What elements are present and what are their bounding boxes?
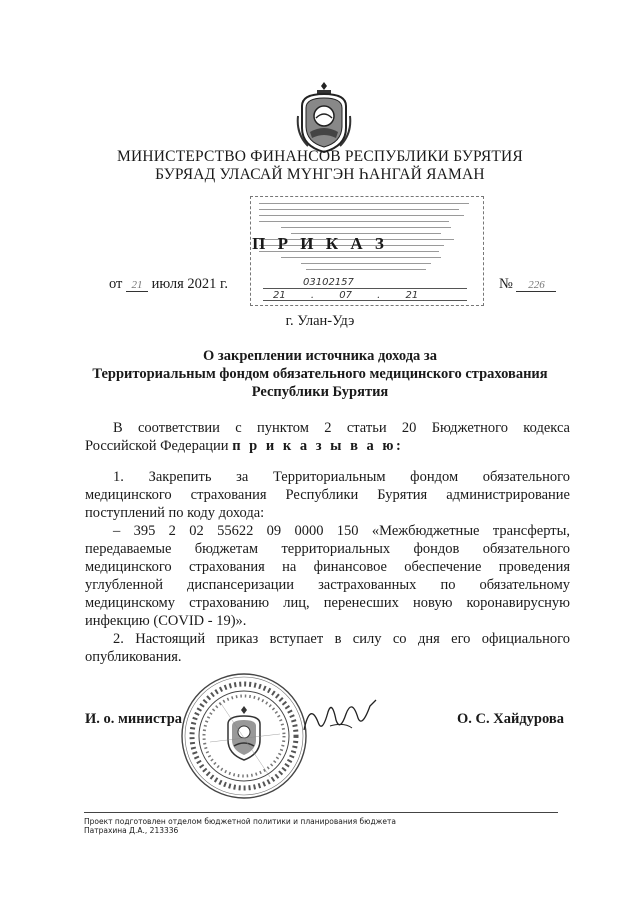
item-1-line-9: инфекцию (COVID - 19)». <box>85 613 247 629</box>
document-type-heading: П Р И К А З <box>252 234 388 253</box>
number-value: 226 <box>516 279 556 292</box>
order-directive: п р и к а з ы в а ю: <box>232 438 404 454</box>
footer-divider <box>84 812 558 813</box>
item-1-line-5: передаваемые бюджетам территориальных фондов обязательного <box>85 541 570 557</box>
title-line-2: Территориальным фондом обязательного медицинского страхования <box>92 366 548 382</box>
date-day: 21 <box>126 279 148 292</box>
ministry-name-buryat: БУРЯАД УЛАСАЙ МҮНГЭН ҺАНГАЙ ЯАМАН <box>155 166 485 183</box>
footer-prepared-by: Проект подготовлен отделом бюджетной политики и планирования бюджета <box>84 817 396 826</box>
item-1-line-2: медицинского страхования Республики Бурятия администрирование <box>85 487 570 503</box>
item-1-line-8: медицинскому страхованию лиц, перенесших новую коронавирусную <box>85 595 570 611</box>
item-1-line-3: поступлений по коду дохода: <box>85 505 265 521</box>
official-seal <box>180 672 308 800</box>
date-prefix: от <box>109 276 123 292</box>
item-2-line-1: 2. Настоящий приказ вступает в силу со дня его официального <box>113 631 570 647</box>
signer-position: И. о. министра <box>85 711 183 727</box>
intro-line-2 <box>85 437 570 455</box>
coat-of-arms-emblem <box>296 76 352 154</box>
item-1-line-1: 1. Закрепить за Территориальным фондом обязательного <box>113 469 570 485</box>
item-2-line-2: опубликования. <box>85 649 182 665</box>
date-month-year: июля 2021 г. <box>151 276 228 292</box>
footer-contact: Патрахина Д.А., 213336 <box>84 826 179 835</box>
signer-name: О. С. Хайдурова <box>457 711 564 727</box>
registration-date: 21 . 07 . 21 <box>273 290 419 301</box>
handwritten-signature <box>300 692 380 742</box>
order-date <box>109 276 228 293</box>
number-label: № <box>499 276 513 292</box>
ministry-name-russian: МИНИСТЕРСТВО ФИНАНСОВ РЕСПУБЛИКИ БУРЯТИЯ <box>117 148 523 165</box>
title-line-1: О закреплении источника дохода за <box>203 348 437 364</box>
title-line-3: Республики Бурятия <box>251 384 389 400</box>
seal-emblem <box>228 706 260 760</box>
intro-text: Российской Федерации <box>85 438 229 454</box>
item-1-line-6: медицинского страхования на финансовое обеспечение проведения <box>85 559 570 575</box>
registration-number: 03102157 <box>303 277 354 288</box>
order-number <box>499 276 556 293</box>
intro-line-1: В соответствии с пунктом 2 статьи 20 Бюджетного кодекса <box>113 420 570 436</box>
city: г. Улан-Удэ <box>285 313 355 329</box>
item-1-line-4: – 395 2 02 55622 09 0000 150 «Межбюджетные трансферты, <box>113 523 570 539</box>
item-1-line-7: углубленной диспансеризации застрахованных по обязательному <box>85 577 570 593</box>
